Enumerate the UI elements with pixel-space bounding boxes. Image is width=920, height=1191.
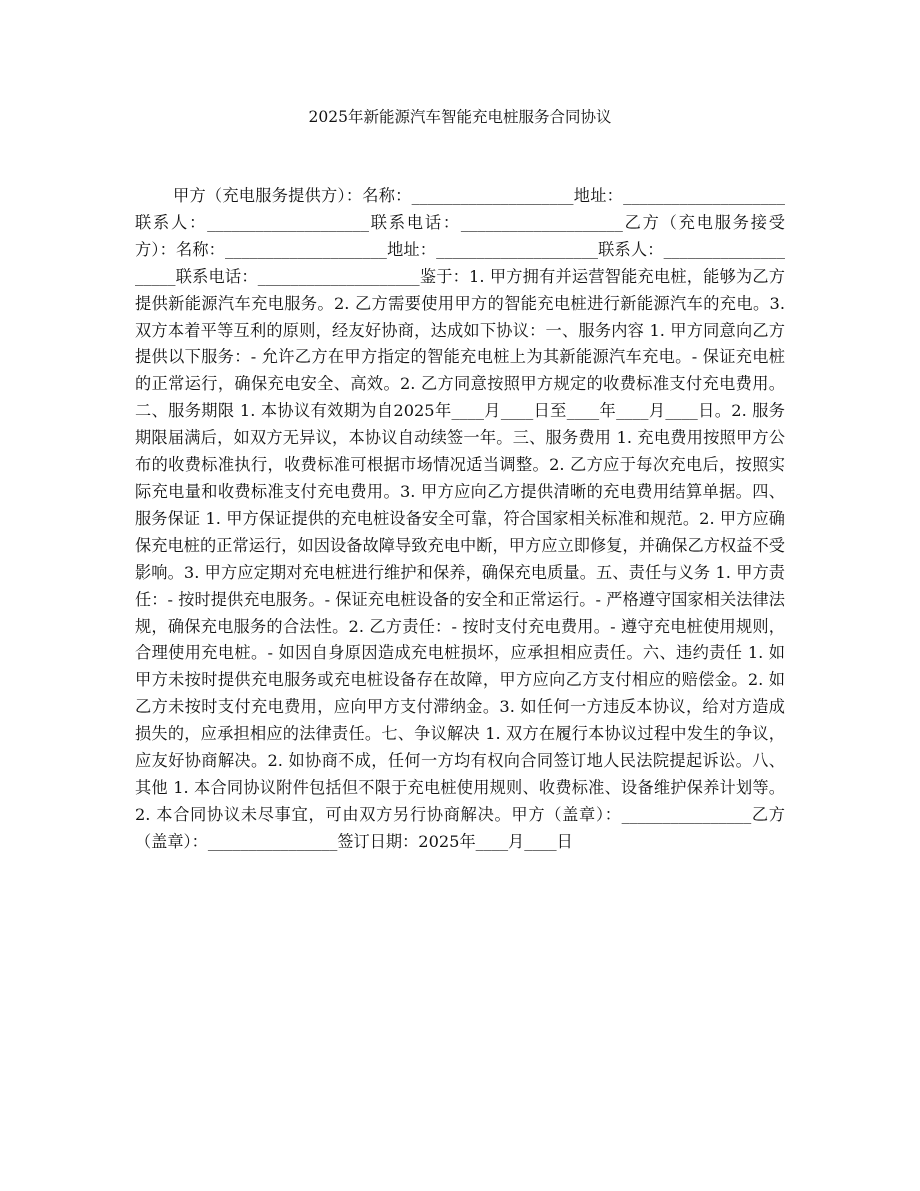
document-body: 甲方（充电服务提供方）：名称：____________________地址：____________________联系人：____________________联系电话：____________________乙方（充电服务接受方）：名称：____________________地址：____________________联系人：____________________联系电话：____________________鉴于：1. 甲方拥有并运营智能充电桩，能够为乙方提供新能源汽车充电服务。2. 乙方需要使用甲方的智能充电桩进行新能源汽车的充电。3. 双方本着平等互利的原则，经友好协商，达成如下协议：一、服务内容 1. 甲方同意向乙方提供以下服务：- 允许乙方在甲方指定的智能充电桩上为其新能源汽车充电。- 保证充电桩的正常运行，确保充电安全、高效。2. 乙方同意按照甲方规定的收费标准支付充电费用。二、服务期限 1. 本协议有效期为自2025年____月____日至____年____月____日。2. 服务期限届满后，如双方无异议，本协议自动续签一年。三、服务费用 1. 充电费用按照甲方公布的收费标准执行，收费标准可根据市场情况适当调整。2. 乙方应于每次充电后，按照实际充电量和收费标准支付充电费用。3. 甲方应向乙方提供清晰的充电费用结算单据。四、服务保证 1. 甲方保证提供的充电桩设备安全可靠，符合国家相关标准和规范。2. 甲方应确保充电桩的正常运行，如因设备故障导致充电中断，甲方应立即修复，并确保乙方权益不受影响。3. 甲方应定期对充电桩进行维护和保养，确保充电质量。五、责任与义务 1. 甲方责任：- 按时提供充电服务。- 保证充电桩设备的安全和正常运行。- 严格遵守国家相关法律法规，确保充电服务的合法性。2. 乙方责任：- 按时支付充电费用。- 遵守充电桩使用规则，合理使用充电桩。- 如因自身原因造成充电桩损坏，应承担相应责任。六、违约责任 1. 如甲方未按时提供充电服务或充电桩设备存在故障，甲方应向乙方支付相应的赔偿金。2. 如乙方未按时支付充电费用，应向甲方支付滞纳金。3. 如任何一方违反本协议，给对方造成损失的，应承担相应的法律责任。七、争议解决 1. 双方在履行本协议过程中发生的争议，应友好协商解决。2. 如协商不成，任何一方均有权向合同签订地人民法院提起诉讼。八、其他 1. 本合同协议附件包括但不限于充电桩使用规则、收费标准、设备维护保养计划等。2. 本合同协议未尽事宜，可由双方另行协商解决。甲方（盖章）：________________乙方（盖章）：________________签订日期：2025年____月____日 — [135, 186, 785, 851]
document-title: 2025年新能源汽车智能充电桩服务合同协议 — [308, 108, 612, 126]
